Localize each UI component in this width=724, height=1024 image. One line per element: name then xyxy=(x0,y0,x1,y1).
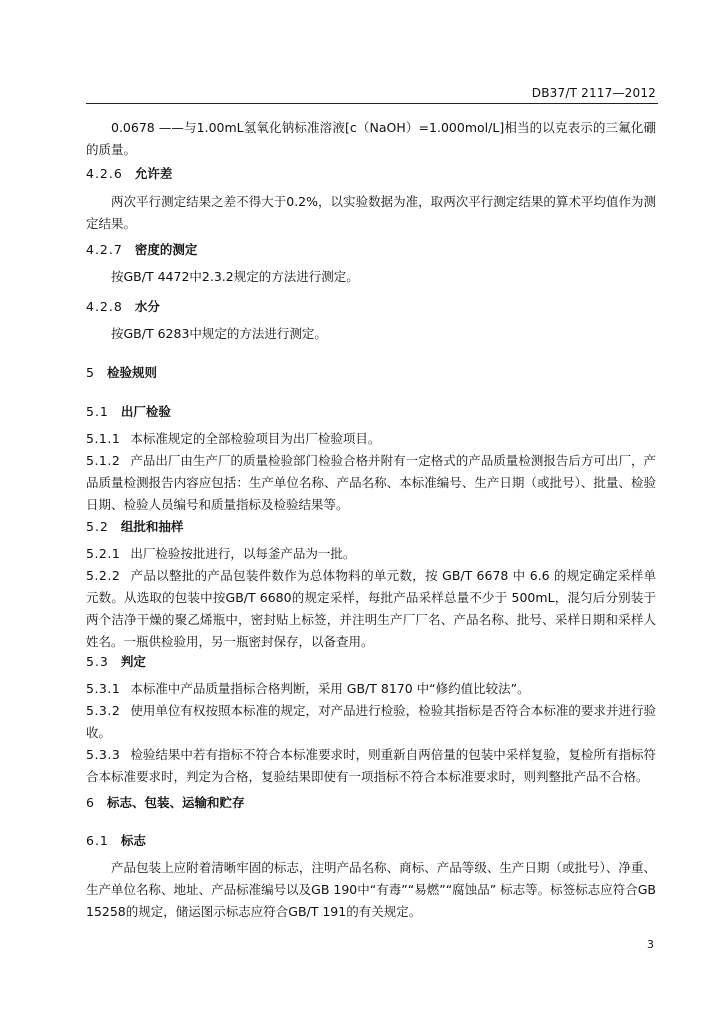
heading-title: 标志、包装、运输和贮存 xyxy=(106,795,245,810)
clause-5-3-2 xyxy=(86,700,656,744)
heading-5-1 xyxy=(86,402,171,422)
heading-5-3 xyxy=(86,652,146,672)
heading-title: 组批和抽样 xyxy=(120,519,184,534)
heading-4-2-6 xyxy=(86,164,172,184)
heading-number: 6 xyxy=(86,795,95,810)
page-number: 3 xyxy=(647,938,654,951)
heading-number: 5.1 xyxy=(86,404,109,419)
heading-title: 水分 xyxy=(134,299,160,314)
clause-5-3-1 xyxy=(86,678,656,700)
heading-4-2-7 xyxy=(86,240,197,260)
clause-number: 5.2.1 xyxy=(86,546,121,561)
heading-title: 检验规则 xyxy=(106,365,157,380)
clause-text: 本标准中产品质量指标合格判断，采用 GB/T 8170 中“修约值比较法”。 xyxy=(130,681,530,696)
heading-5-2 xyxy=(86,517,183,537)
clause-number: 5.3.3 xyxy=(86,747,121,762)
header-rule xyxy=(86,103,658,104)
heading-number: 5.2 xyxy=(86,519,109,534)
clause-5-1-1 xyxy=(86,428,656,450)
heading-number: 6.1 xyxy=(86,833,109,848)
heading-number: 4.2.6 xyxy=(86,166,123,181)
clause-text: 产品出厂由生产厂的质量检验部门检验合格并附有一定格式的产品质量检测报告后方可出厂，产品质量检测报告内容应包括：生产单位名称、产品名称、本标准编号、生产日期（或批号）、批量、检验日期、检验人员编号和质量指标及检验结果等。 xyxy=(86,453,656,512)
formula-note-paragraph: 0.0678 ——与1.00mL氢氧化钠标准溶液[c（NaOH）=1.000mol/L]相当的以克表示的三氟化硼的质量。 xyxy=(86,120,656,157)
paragraph-4-2-8: 按GB/T 6283中规定的方法进行测定。 xyxy=(111,326,327,341)
heading-title: 判定 xyxy=(120,654,146,669)
paragraph-4-2-7: 按GB/T 4472中2.3.2规定的方法进行测定。 xyxy=(111,269,359,284)
clause-number: 5.1.1 xyxy=(86,431,121,446)
clause-text: 本标准规定的全部检验项目为出厂检验项目。 xyxy=(130,431,381,446)
heading-number: 5 xyxy=(86,365,95,380)
heading-number: 4.2.8 xyxy=(86,299,123,314)
heading-6 xyxy=(86,793,244,813)
heading-title: 标志 xyxy=(120,833,146,848)
heading-6-1 xyxy=(86,831,146,851)
heading-5 xyxy=(86,363,157,383)
clause-text: 出厂检验按批进行，以每釜产品为一批。 xyxy=(130,546,356,561)
clause-number: 5.3.1 xyxy=(86,681,121,696)
clause-text: 使用单位有权按照本标准的规定，对产品进行检验，检验其指标是否符合本标准的要求并进行验收。 xyxy=(86,703,656,740)
clause-5-1-2 xyxy=(86,450,656,516)
clause-5-2-1 xyxy=(86,543,656,565)
heading-4-2-8 xyxy=(86,297,160,317)
clause-5-3-3 xyxy=(86,744,656,788)
paragraph-4-2-6: 两次平行测定结果之差不得大于0.2%，以实验数据为准，取两次平行测定结果的算术平均值作为测定结果。 xyxy=(86,194,656,231)
heading-number: 5.3 xyxy=(86,654,109,669)
clause-number: 5.2.2 xyxy=(86,568,121,583)
heading-title: 允许差 xyxy=(134,166,173,181)
clause-text: 检验结果中若有指标不符合本标准要求时，则重新自两倍量的包装中采样复验，复检所有指标符合本标准要求时，判定为合格，复验结果即使有一项指标不符合本标准要求时，则判整批产品不合格。 xyxy=(86,747,656,784)
heading-number: 4.2.7 xyxy=(86,242,123,257)
heading-title: 出厂检验 xyxy=(120,404,171,419)
clause-number: 5.1.2 xyxy=(86,453,121,468)
heading-title: 密度的测定 xyxy=(134,242,198,257)
standard-code-header: DB37/T 2117—2012 xyxy=(531,86,656,100)
clause-text: 产品以整批的产品包装件数作为总体物料的单元数，按 GB/T 6678 中 6.6 的规定确定采样单元数。从选取的包装中按GB/T 6680的规定采样，每批产品采样总量不少于 500mL，混匀后分别装于两个洁净干燥的聚乙烯瓶中，密封贴上标签，并注明生产厂厂名、产品名称、批号、采样日期和采样人姓名。一瓶供检验用，另一瓶密封保存，以备查用。 xyxy=(86,568,656,649)
paragraph-6-1: 产品包装上应附着清晰牢固的标志，注明产品名称、商标、产品等级、生产日期（或批号）、净重、生产单位名称、地址、产品标准编号以及GB 190中“有毒”“易燃”“腐蚀品” 标志等。标签标志应符合GB 15258的规定，储运图示标志应符合GB/T 191的有关规定。 xyxy=(86,860,656,919)
clause-5-2-2 xyxy=(86,565,656,653)
clause-number: 5.3.2 xyxy=(86,703,121,718)
